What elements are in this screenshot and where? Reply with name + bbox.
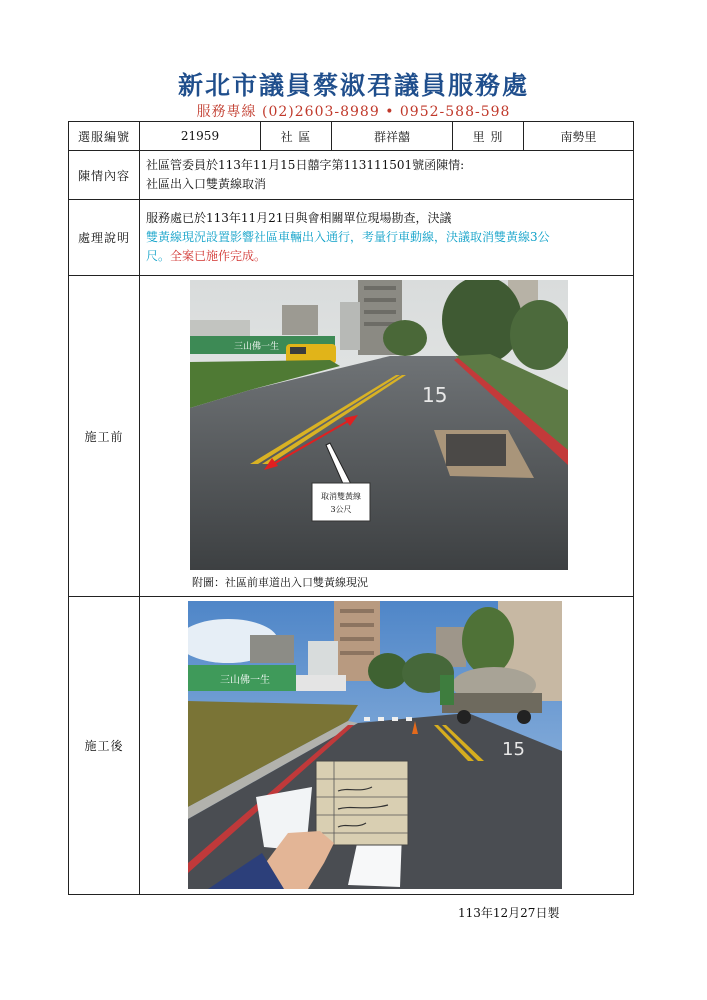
petition-line-1: 社區管委員於113年11月15日囍字第113111501號函陳情: [146,158,465,172]
petition-content [140,151,634,200]
svg-text:三山佛一生: 三山佛一生 [220,675,270,686]
svg-text:三山佛一生: 三山佛一生 [234,342,280,352]
before-callout-line-2: 3公尺 [330,505,352,514]
before-caption: 附圖：社區前車道出入口雙黃線現況 [192,576,368,589]
page-title: 新北市議員蔡淑君議員服務處 [177,71,529,100]
handling-line-1: 服務處已於113年11月21日與會相關單位現場勘查，決議 [146,211,452,225]
after-road-marking: 15 [502,739,525,760]
petition-line-2: 社區出入口雙黃線取消 [146,177,267,191]
before-label: 施工前 [69,276,140,597]
before-photo [190,280,568,570]
before-photo-cell [140,276,634,597]
handling-content [140,200,634,276]
after-photo [188,601,562,889]
before-road-marking: 15 [422,383,448,407]
service-form-table [68,121,634,895]
community-label: 社 區 [261,122,332,151]
after-photo-cell [140,597,634,895]
village-value: 南勢里 [524,122,634,151]
before-callout-line-1: 取消雙黃線 [321,492,361,501]
after-label: 施工後 [69,597,140,895]
handling-label: 處理說明 [69,200,140,276]
hotline: 服務專線 (02)2603-8989 • 0952-588-598 [196,104,511,120]
village-label: 里 別 [453,122,524,151]
petition-label: 陳情內容 [69,151,140,200]
community-value: 群祥囍 [332,122,453,151]
footer-date: 113年12月27日製 [458,906,560,920]
handling-line-3-red: 全案已施作完成。 [170,249,267,263]
case-no-label: 選服編號 [69,122,140,151]
handling-line-3-blue: 尺。 [146,249,171,263]
case-no-value: 21959 [140,122,261,151]
handling-line-2: 雙黃線現況設置影響社區車輛出入通行，考量行車動線，決議取消雙黃線3公 [146,230,550,244]
